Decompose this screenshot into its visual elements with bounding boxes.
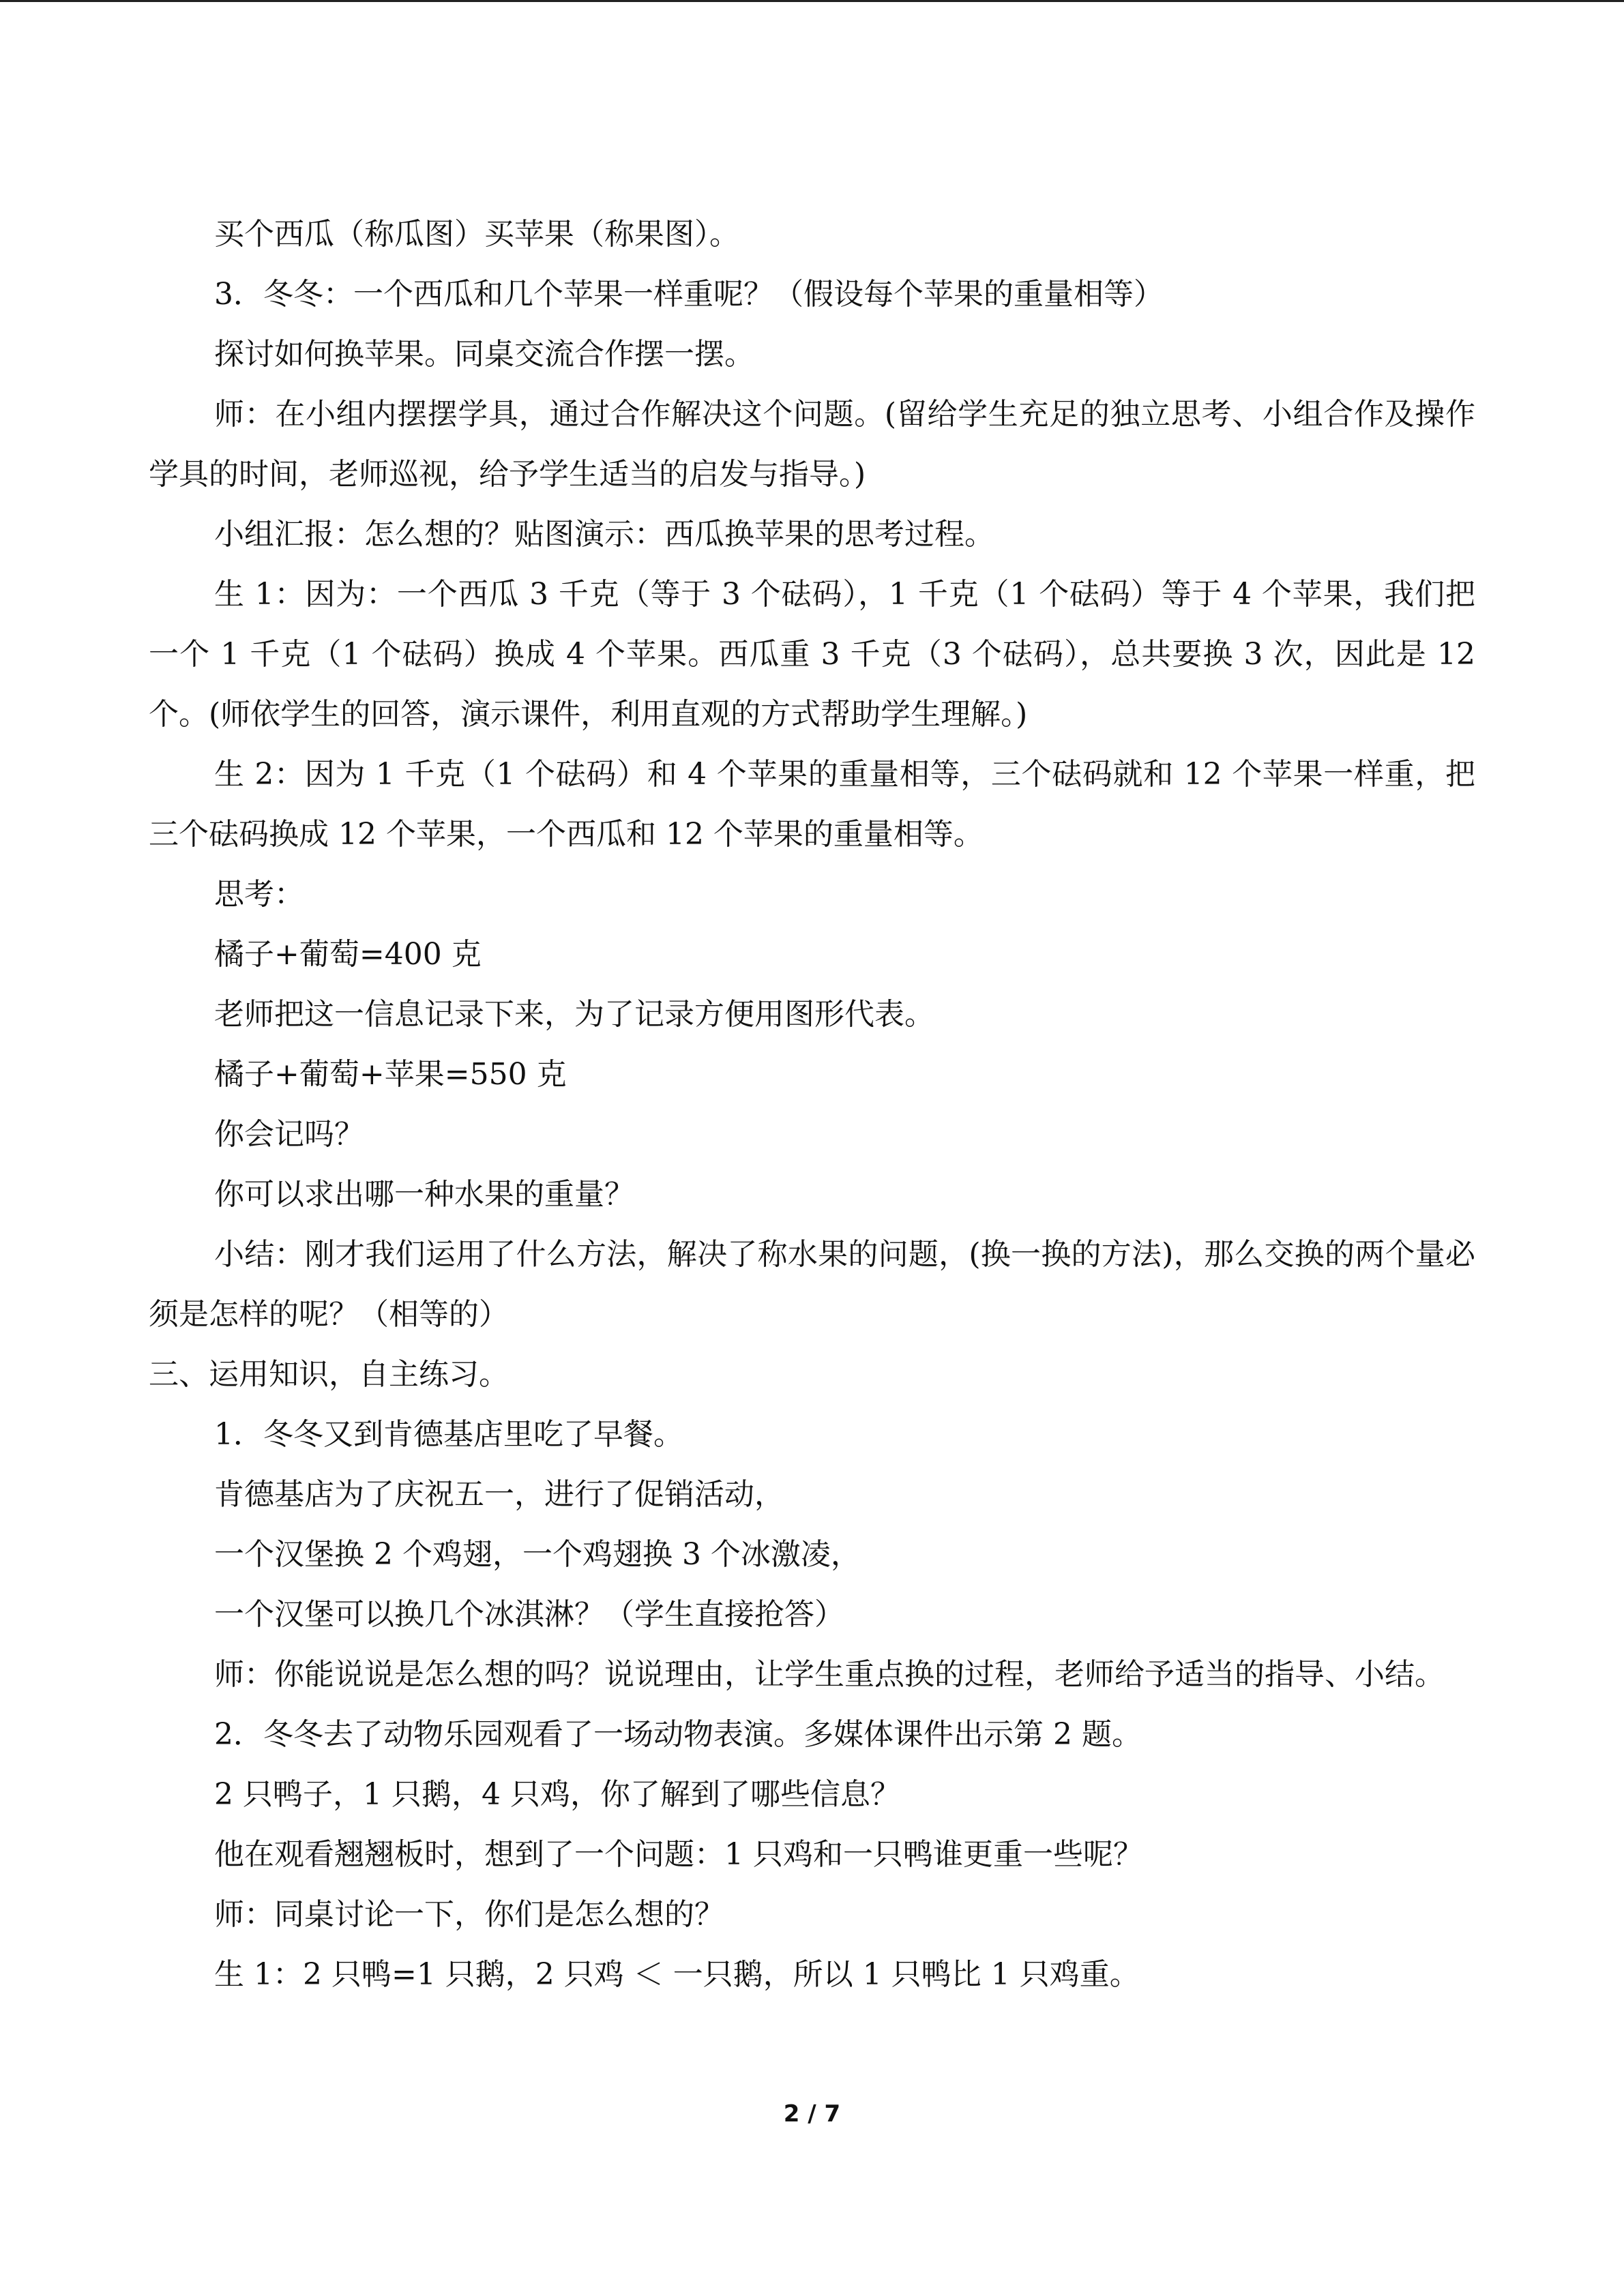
paragraph: 肯德基店为了庆祝五一，进行了促销活动， [214,1477,784,1512]
paragraph: 生 1：因为：一个西瓜 3 千克（等于 3 个砝码），1 千克（1 个砝码）等于 4 个苹果，我们把一个 1 千克（1 个砝码）换成 4 个苹果。西瓜重 3 千克（3 个砝码），总共要换 3 次，因此是 12 个。(师依学生的回答，演示课件，利用直观的方式帮助学生理解。) [149,577,1475,732]
paragraph: 2 只鸭子，1 只鹅，4 只鸡，你了解到了哪些信息？ [214,1777,900,1812]
section-heading: 三、运用知识，自主练习。 [149,1357,509,1392]
paragraph: 买个西瓜（称瓜图）买苹果（称果图）。 [214,217,739,252]
paragraph: 3．冬冬：一个西瓜和几个苹果一样重呢？（假设每个苹果的重量相等） [214,277,1164,312]
paragraph: 他在观看翘翘板时，想到了一个问题：1 只鸡和一只鸭谁更重一些呢？ [214,1837,1143,1872]
paragraph: 一个汉堡换 2 个鸡翅，一个鸡翅换 3 个冰激凌， [214,1537,861,1572]
paragraph: 橘子+葡萄+苹果=550 克 [214,1057,567,1092]
paragraph: 小组汇报：怎么想的？贴图演示：西瓜换苹果的思考过程。 [214,517,994,552]
paragraph: 思考： [214,877,304,912]
paragraph: 师：在小组内摆摆学具，通过合作解决这个问题。(留给学生充足的独立思考、小组合作及操作学具的时间，老师巡视，给予学生适当的启发与指导。) [149,397,1475,492]
paragraph: 老师把这一信息记录下来，为了记录方便用图形代表。 [214,997,934,1032]
document-body [149,205,1475,2005]
paragraph: 探讨如何换苹果。同桌交流合作摆一摆。 [214,337,754,372]
paragraph: 2．冬冬去了动物乐园观看了一场动物表演。多媒体课件出示第 2 题。 [214,1717,1142,1752]
paragraph: 师：你能说说是怎么想的吗？说说理由，让学生重点换的过程，老师给予适当的指导、小结。 [214,1657,1445,1692]
paragraph: 你可以求出哪一种水果的重量？ [214,1177,634,1212]
paragraph: 一个汉堡可以换几个冰淇淋？（学生直接抢答） [214,1597,844,1632]
paragraph: 橘子+葡萄=400 克 [214,937,482,972]
paragraph: 1．冬冬又到肯德基店里吃了早餐。 [214,1417,683,1452]
paragraph: 生 2：因为 1 千克（1 个砝码）和 4 个苹果的重量相等，三个砝码就和 12 个苹果一样重，把三个砝码换成 12 个苹果，一个西瓜和 12 个苹果的重量相等。 [149,757,1475,852]
paragraph: 你会记吗？ [214,1117,364,1152]
paragraph: 师：同桌讨论一下，你们是怎么想的？ [214,1897,724,1932]
paragraph: 小结：刚才我们运用了什么方法，解决了称水果的问题，(换一换的方法)，那么交换的两个量必须是怎样的呢？（相等的） [149,1237,1476,1332]
paragraph: 生 1：2 只鸭=1 只鹅，2 只鸡 ＜ 一只鹅，所以 1 只鸭比 1 只鸡重。 [214,1957,1140,1992]
top-border-line [0,0,1624,2]
page-number: 2 / 7 [783,2100,841,2128]
